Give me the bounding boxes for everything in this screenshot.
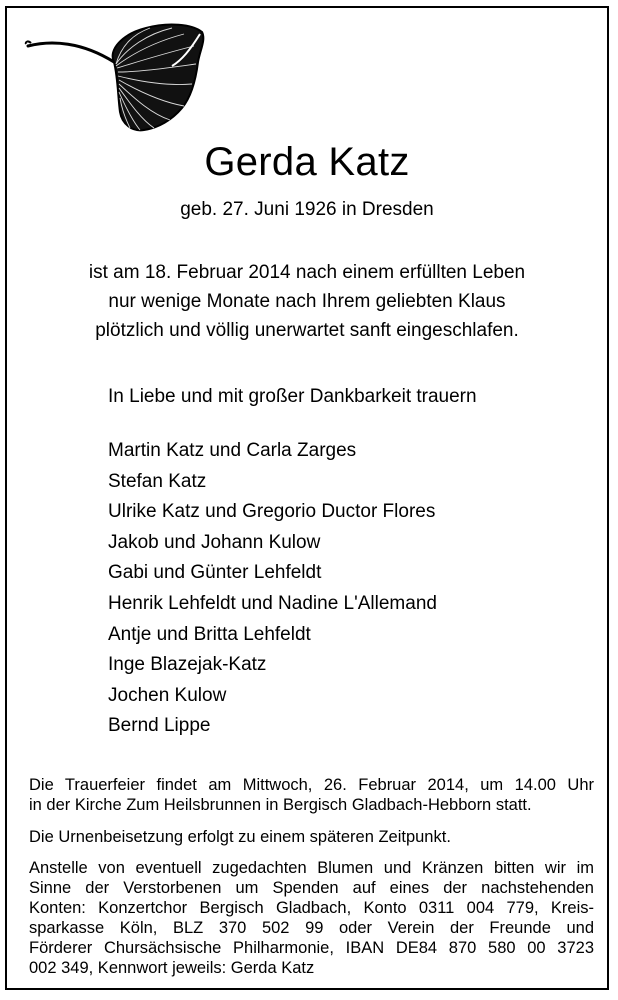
- ginkgo-leaf-icon: [22, 20, 207, 138]
- donation-line: Anstelle von eventuell zugedachten Blumen und Kränzen bitten wir im: [29, 859, 594, 877]
- obituary-card: [5, 6, 609, 990]
- service-details: [29, 775, 594, 815]
- deceased-name: Gerda Katz: [204, 140, 410, 184]
- mourner-name: Inge Blazejak-Katz: [108, 654, 267, 676]
- donation-request: [29, 858, 594, 978]
- passing-line: nur wenige Monate nach Ihrem geliebten Klaus: [108, 291, 506, 312]
- donation-line: Sinne der Verstorbenen um Spenden auf eines der nachstehenden: [29, 879, 594, 897]
- mourner-name: Jakob und Johann Kulow: [108, 531, 321, 553]
- urn-notice: [29, 827, 594, 847]
- urn-line: Die Urnenbeisetzung erfolgt zu einem späteren Zeitpunkt.: [29, 828, 451, 846]
- donation-line: Förderer Chursächsische Philharmonie, IBAN DE84 870 580 00 3723: [29, 939, 594, 957]
- mourners-intro: In Liebe und mit großer Dankbarkeit trauern: [108, 386, 477, 407]
- mourner-name: Gabi und Günter Lehfeldt: [108, 562, 322, 584]
- donation-line: sparkasse Köln, BLZ 370 502 99 oder Verein der Freunde und: [29, 919, 594, 937]
- passing-line: ist am 18. Februar 2014 nach einem erfüllten Leben: [88, 262, 526, 283]
- service-line: Die Trauerfeier findet am Mittwoch, 26. Februar 2014, um 14.00 Uhr: [29, 776, 594, 794]
- mourner-name: Martin Katz und Carla Zarges: [108, 440, 357, 461]
- mourner-name: Bernd Lippe: [108, 715, 211, 737]
- birth-info: geb. 27. Juni 1926 in Dresden: [180, 199, 434, 220]
- mourner-name: Henrik Lehfeldt und Nadine L'Allemand: [108, 592, 437, 614]
- service-line: in der Kirche Zum Heilsbrunnen in Bergisch Gladbach-Hebborn statt.: [29, 796, 532, 814]
- mourner-name: Antje und Britta Lehfeldt: [108, 623, 311, 645]
- mourner-name: Ulrike Katz und Gregorio Ductor Flores: [108, 501, 436, 523]
- passing-line: plötzlich und völlig unerwartet sanft eingeschlafen.: [95, 320, 519, 341]
- donation-line: 002 349, Kennwort jeweils: Gerda Katz: [29, 959, 315, 977]
- mourner-name: Jochen Kulow: [108, 684, 227, 706]
- mourners-list: [108, 436, 437, 742]
- donation-line: Konten: Konzertchor Bergisch Gladbach, Konto 0311 004 779, Kreis-: [29, 899, 594, 917]
- passing-statement: [7, 258, 607, 345]
- mourner-name: Stefan Katz: [108, 470, 207, 492]
